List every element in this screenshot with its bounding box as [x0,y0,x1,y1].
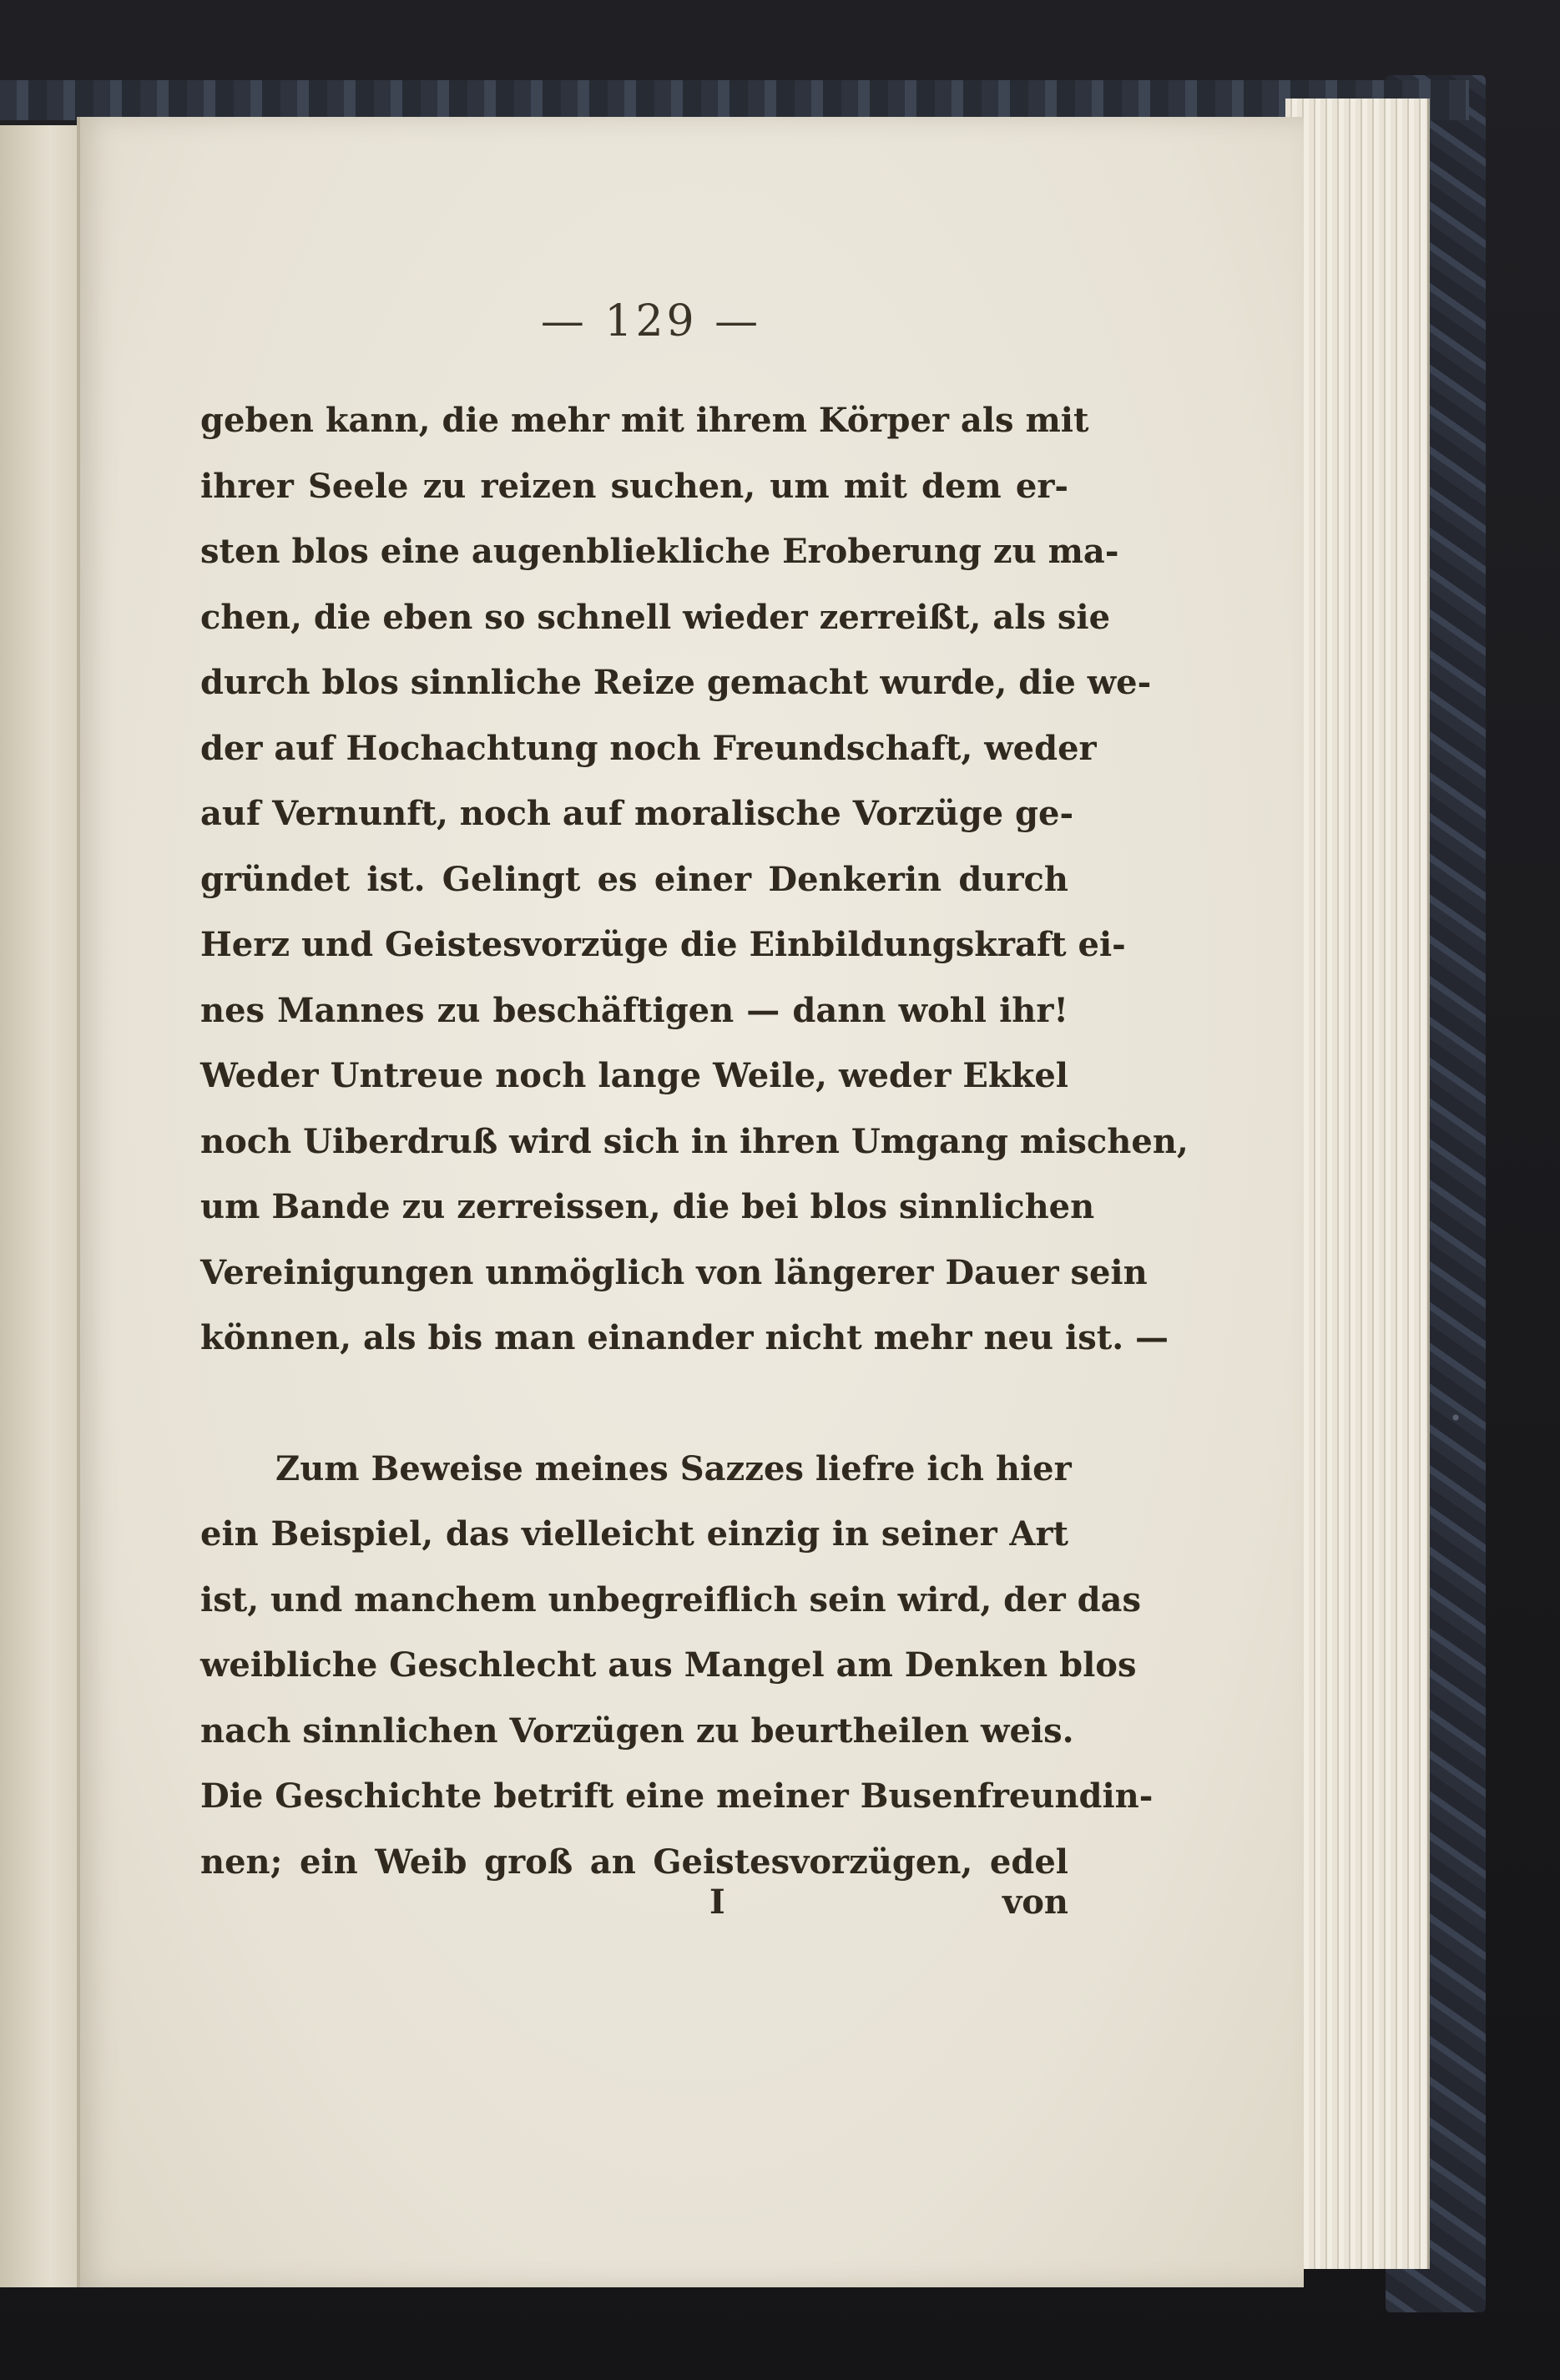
text-line: nes Mannes zu beschäftigen — dann wohl ihr! [200,990,1068,1030]
text-line: Die Geschichte betrift eine meiner Busenfreundin- [200,1776,1154,1816]
text-line: geben kann, die mehr mit ihrem Körper als mit [200,401,1089,440]
text-line: nen; ein Weib groß an Geistesvorzügen, edel [200,1842,1068,1882]
text-line: ist, und manchem unbegreiflich sein wird, der das [200,1579,1141,1620]
page-number: — 129 — [540,296,762,346]
signature-mark: I [709,1882,725,1922]
text-line: Zum Beweise meines Sazzes liefre ich hier [275,1448,1072,1488]
catchword: von [1002,1882,1068,1922]
page-footer [200,1882,1068,1949]
text-line: der auf Hochachtung noch Freundschaft, weder [200,728,1097,768]
paragraph-2 [200,1437,1154,1896]
page-block-edges [1285,99,1430,2269]
text-line: auf Vernunft, noch auf moralische Vorzüge ge- [200,794,1074,833]
text-line: Herz und Geistesvorzüge die Einbildungskraft ei- [200,925,1126,964]
book-cover-top [0,80,1469,120]
text-line: ein Beispiel, das vielleicht einzig in seiner Art [200,1514,1068,1554]
gutter [77,117,80,2287]
text-line: ihrer Seele zu reizen suchen, um mit dem er- [200,466,1068,506]
paragraph-1 [200,388,1189,1372]
text-line: durch blos sinnliche Reize gemacht wurde, die we- [200,663,1152,702]
left-page-edge [0,125,83,2287]
text-line: um Bande zu zerreissen, die bei blos sinnlichen [200,1187,1095,1226]
text-line: noch Uiberdruß wird sich in ihren Umgang mischen, [200,1121,1189,1161]
text-line: nach sinnlichen Vorzügen zu beurtheilen weis. [200,1710,1074,1751]
text-line: können, als bis man einander nicht mehr neu ist. — [200,1318,1169,1357]
text-line: chen, die eben so schnell wieder zerreißt, als sie [200,597,1111,637]
text-line: weibliche Geschlecht aus Mangel am Denken blos [200,1645,1137,1685]
text-line: Weder Untreue noch lange Weile, weder Ekkel [200,1056,1068,1095]
text-line: gründet ist. Gelingt es einer Denkerin durch [200,859,1068,899]
text-line: sten blos eine augenbliekliche Eroberung zu ma- [200,532,1119,571]
page-text [200,388,1189,1895]
text-line: Vereinigungen unmöglich von längerer Dauer sein [200,1252,1148,1292]
